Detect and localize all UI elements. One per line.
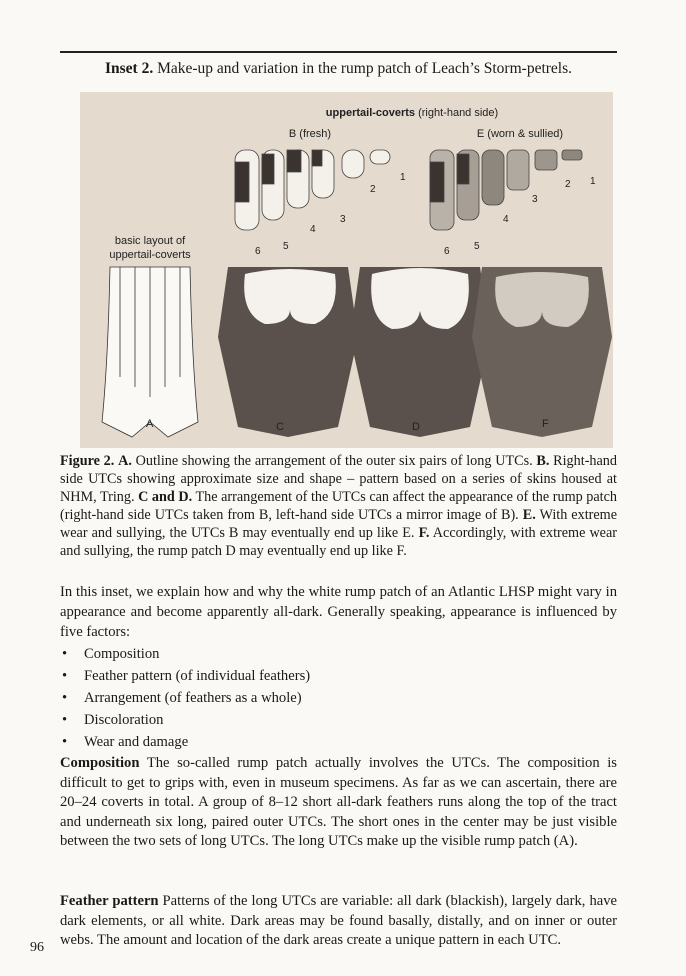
svg-text:3: 3 [340,214,346,225]
svg-text:5: 5 [474,241,480,252]
svg-text:2: 2 [370,184,376,195]
svg-text:1: 1 [400,172,406,183]
inset-title [60,60,617,78]
svg-text:4: 4 [310,224,316,235]
panel-b-feathers [235,150,390,230]
svg-text:4: 4 [503,214,509,225]
layout-label-line1: basic layout of [114,235,186,247]
list-item: • Feather pattern (of individual feathers) [62,668,311,684]
list-item: • Discoloration [62,712,164,728]
svg-text:C: C [276,421,284,433]
panel-a-outline [102,267,198,437]
layout-label-line2: uppertail-coverts [109,249,191,261]
svg-text:F: F [542,418,549,430]
svg-text:A: A [146,418,154,430]
svg-text:2: 2 [565,179,571,190]
inset-title-text: Make-up and variation in the rump patch of Leach’s Storm-petrels. [157,60,573,77]
list-item: • Composition [62,646,160,662]
svg-text:6: 6 [444,246,450,257]
figure-2-illustration [80,92,613,448]
figure-header: uppertail-coverts (right-hand side) [325,107,499,119]
svg-text:5: 5 [283,241,289,252]
svg-text:6: 6 [255,246,261,257]
svg-text:3: 3 [532,194,538,205]
panel-e-label: E (worn & sullied) [476,128,564,140]
panel-b-label: B (fresh) [288,128,332,140]
svg-text:D: D [412,421,420,433]
figure-caption: Figure 2. A. Outline showing the arrangement of the outer six pairs of long UTCs. B. Right-hand side UTCs showing approximate size and shape – pattern based on a series of skins housed at NHM, Tring. C and D. The arrangement of the UTCs can affect the appearance of the rump patch (right-hand side UTCs taken from B, left-hand side UTCs a mirror image of B). E. With extreme wear and sullying, the UTCs B may eventually end up like E. F. Accordingly, with extreme wear and sullying, the rump patch D may eventually end up like F. [60,453,618,559]
factor-list [60,643,310,753]
list-item: • Wear and damage [62,734,189,750]
feather-pattern-paragraph: Feather pattern Patterns of the long UTCs are variable: all dark (blackish), largely dark, have dark elements, or all white. Dark areas may be found basally, distally, and on inner or outer webs. The amount and location of the dark areas create a unique pattern in each UTC. [60,893,617,948]
top-rule [60,51,617,53]
panel-letters [146,418,549,433]
inset-label: Inset 2. [104,60,154,77]
feather-illustration [80,92,613,448]
panel-d-rump [350,267,490,437]
intro-paragraph: In this inset, we explain how and why the white rump patch of an Atlantic LHSP might vary in appearance and become apparently all-dark. Generally speaking, appearance is influenced by five factors: [60,584,617,640]
svg-text:1: 1 [590,176,596,187]
panel-f-rump [472,267,612,437]
panel-c-rump [218,267,358,437]
page-number: 96 [30,940,44,955]
list-item: • Arrangement (of feathers as a whole) [62,690,302,706]
composition-paragraph: Composition The so-called rump patch actually involves the UTCs. The composition is difficult to get to grips with, even in museum specimens. As far as we can ascertain, there are 20–24 coverts in total. A group of 8–12 short all-dark feathers runs along the top of the tract and underneath six long, paired outer UTCs. The short ones in the center may be just visible between the two sets of long UTCs. The long UTCs make up the visible rump patch (A). [60,755,617,849]
